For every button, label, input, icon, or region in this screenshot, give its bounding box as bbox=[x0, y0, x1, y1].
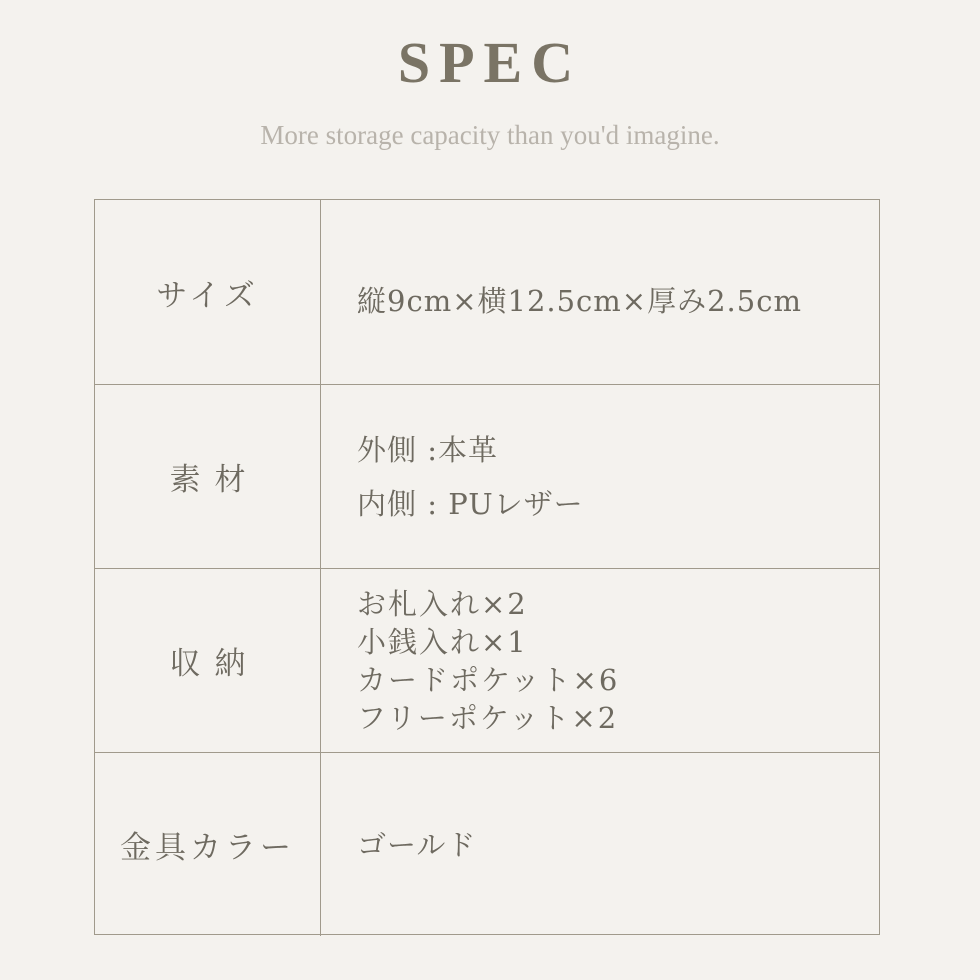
material-inner: 内側 : PUレザー bbox=[357, 486, 584, 521]
storage-bill-slots: お札入れ×2 bbox=[357, 586, 528, 621]
size-value: 縦9cm×横12.5cm×厚み2.5cm bbox=[357, 283, 802, 318]
spec-label-material: 素材 bbox=[95, 385, 321, 568]
spec-row-storage bbox=[95, 568, 879, 752]
hardware-color-value: ゴールド bbox=[357, 828, 477, 862]
spec-value-size bbox=[321, 200, 879, 384]
storage-card-pockets: カードポケット×6 bbox=[357, 662, 620, 697]
spec-value-hardware-color bbox=[321, 753, 879, 936]
spec-row-hardware-color bbox=[95, 752, 879, 936]
page-title: SPEC bbox=[397, 30, 583, 95]
spec-label-size: サイズ bbox=[95, 200, 321, 384]
spec-label-storage: 収納 bbox=[95, 569, 321, 752]
page-subtitle: More storage capacity than you'd imagine. bbox=[260, 120, 720, 150]
spec-table bbox=[94, 199, 880, 935]
spec-value-storage bbox=[321, 569, 879, 752]
storage-free-pockets: フリーポケット×2 bbox=[357, 700, 619, 735]
material-outer: 外側 :本革 bbox=[357, 432, 498, 467]
spec-row-size bbox=[95, 200, 879, 384]
storage-coin-purse: 小銭入れ×1 bbox=[357, 624, 528, 659]
spec-row-material bbox=[95, 384, 879, 568]
spec-label-hardware-color: 金具カラー bbox=[95, 753, 321, 936]
spec-value-material bbox=[321, 385, 879, 568]
